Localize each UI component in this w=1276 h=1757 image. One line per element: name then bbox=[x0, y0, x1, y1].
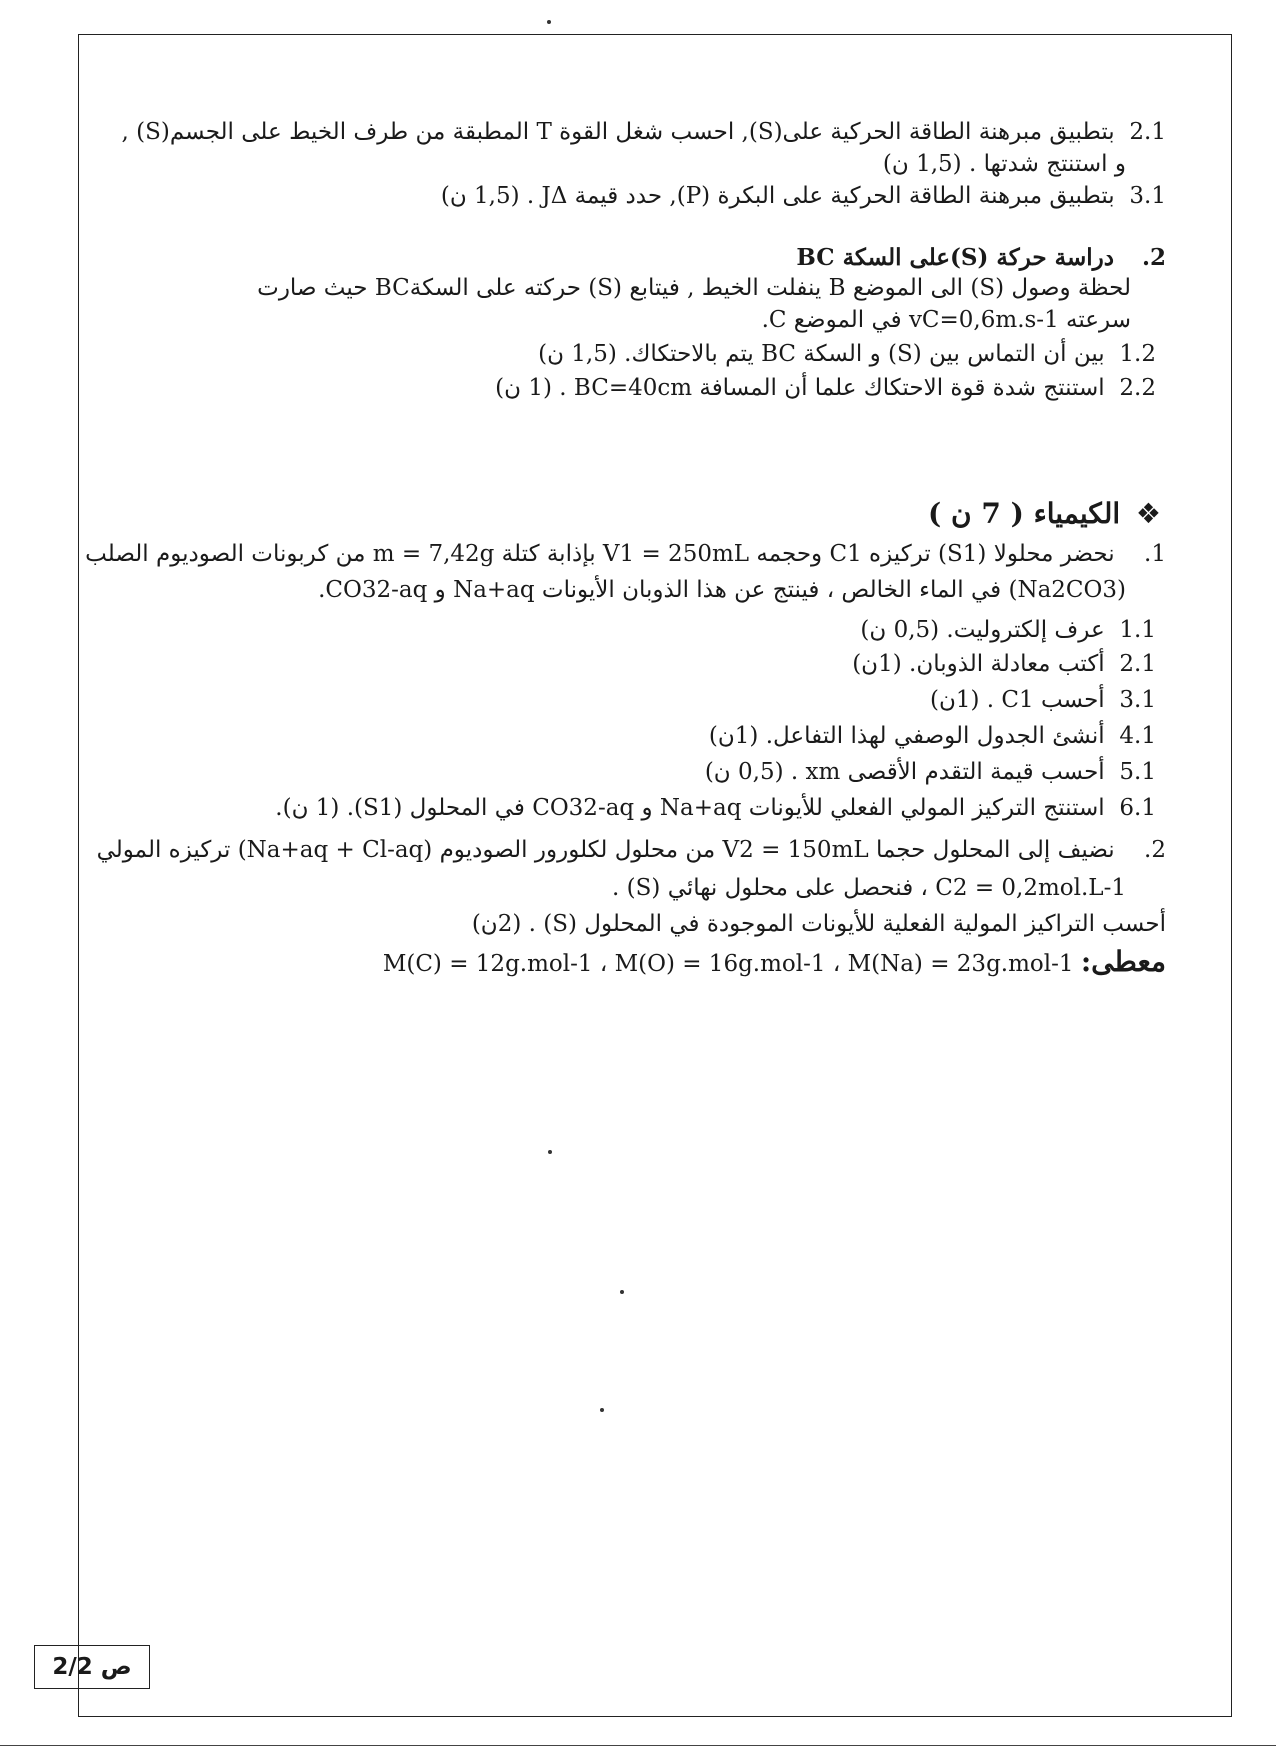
question-text: أحسب C1 . (1ن) bbox=[930, 687, 1105, 713]
question-text: أحسب قيمة التقدم الأقصى xm . (0,5 ن) bbox=[704, 759, 1105, 785]
chemistry-heading-text: الكيمياء ( 7 ن ) bbox=[928, 497, 1121, 530]
question-text: أكتب معادلة الذوبان. (1ن) bbox=[852, 651, 1105, 677]
chem-subquestion-3-1 bbox=[930, 684, 1156, 716]
question-text: (Na2CO3) في الماء الخالص ، فينتج عن هذا الذوبان الأيونات Na+aq و CO32-aq. bbox=[318, 577, 1126, 603]
question-text: أنشئ الجدول الوصفي لهذا التفاعل. (1ن) bbox=[708, 723, 1105, 749]
chem-subquestion-5-1 bbox=[705, 756, 1156, 788]
question-text: و استنتج شدتها . (1,5 ن) bbox=[882, 151, 1126, 177]
part-number: 2. bbox=[1141, 244, 1166, 271]
scan-speck bbox=[548, 1150, 552, 1154]
part-title-text: دراسة حركة (S)على السكة BC bbox=[796, 244, 1114, 271]
question-text: بتطبيق مبرهنة الطاقة الحركية على البكرة (P), حدد قيمة JΔ . (1,5 ن) bbox=[440, 183, 1115, 209]
question-number: 1.1 bbox=[1119, 617, 1156, 643]
part2-intro-line-1 bbox=[257, 272, 1131, 304]
question-number: 1.2 bbox=[1119, 341, 1156, 367]
physics-question-2-1-cont bbox=[883, 148, 1126, 180]
scan-speck bbox=[547, 20, 551, 24]
question-number: 6.1 bbox=[1119, 795, 1156, 821]
diamond-bullet-icon: ❖ bbox=[1135, 497, 1161, 530]
question-text: استنتج التركيز المولي الفعلي للأيونات Na+aq و CO32-aq في المحلول (S1). (1 ن). bbox=[275, 795, 1105, 821]
question-number: 5.1 bbox=[1119, 759, 1156, 785]
question-text: نضيف إلى المحلول حجما V2 = 150mL من محلول لكلورور الصوديوم (Na+aq + Cl-aq) تركيزه المولي bbox=[96, 837, 1115, 863]
page-number-box bbox=[34, 1645, 150, 1689]
chem-subquestion-6-1 bbox=[275, 792, 1156, 824]
physics-question-2-2 bbox=[495, 372, 1156, 404]
question-text: استنتج شدة قوة الاحتكاك علما أن المسافة BC=40cm . (1 ن) bbox=[495, 375, 1105, 401]
question-number: 2. bbox=[1144, 837, 1166, 863]
question-text: عرف إلكتروليت. (0,5 ن) bbox=[860, 617, 1105, 643]
intro-text: سرعته vC=0,6m.s-1 في الموضع C. bbox=[761, 307, 1131, 333]
question-text: بين أن التماس بين (S) و السكة BC يتم بالاحتكاك. (1,5 ن) bbox=[538, 341, 1105, 367]
question-text: أحسب التراكيز المولية الفعلية للأيونات الموجودة في المحلول (S) . (2ن) bbox=[471, 911, 1166, 937]
question-number: 1. bbox=[1144, 541, 1166, 567]
physics-question-2-1 bbox=[122, 116, 1166, 148]
chem-subquestion-4-1 bbox=[709, 720, 1156, 752]
part2-title bbox=[796, 242, 1166, 274]
intro-text: لحظة وصول (S) الى الموضع B ينفلت الخيط , فيتابع (S) حركته على السكةBC حيث صارت bbox=[257, 275, 1131, 301]
chemistry-heading bbox=[928, 498, 1161, 530]
given-label: معطى: bbox=[1080, 945, 1166, 978]
chem-q1-line-1 bbox=[85, 538, 1166, 570]
physics-question-3-1 bbox=[441, 180, 1166, 212]
given-data bbox=[383, 946, 1166, 980]
page-number: ص 2/2 bbox=[52, 1654, 132, 1680]
chem-q1-line-2 bbox=[318, 574, 1126, 606]
question-number: 2.2 bbox=[1119, 375, 1156, 401]
question-number: 3.1 bbox=[1119, 687, 1156, 713]
chem-subquestion-1-1 bbox=[860, 614, 1156, 646]
chem-q2-line-3 bbox=[472, 908, 1166, 940]
physics-question-1-2 bbox=[538, 338, 1156, 370]
question-text: بتطبيق مبرهنة الطاقة الحركية على(S), احسب شغل القوة T المطبقة من طرف الخيط على الجسم(S) , bbox=[121, 119, 1115, 145]
question-number: 3.1 bbox=[1129, 183, 1166, 209]
question-number: 2.1 bbox=[1129, 119, 1166, 145]
question-text: C2 = 0,2mol.L-1 ، فنحصل على محلول نهائي (S) . bbox=[612, 875, 1126, 901]
scan-speck bbox=[620, 1290, 624, 1294]
bottom-rule bbox=[0, 1745, 1276, 1746]
question-number: 4.1 bbox=[1119, 723, 1156, 749]
chem-subquestion-2-1 bbox=[852, 648, 1156, 680]
question-text: نحضر محلولا (S1) تركيزه C1 وحجمه V1 = 250mL بإذابة كتلة m = 7,42g من كربونات الصوديوم الصلب bbox=[85, 541, 1115, 567]
chem-q2-line-1 bbox=[97, 834, 1166, 866]
chem-q2-line-2 bbox=[612, 872, 1126, 904]
part2-intro-line-2 bbox=[762, 304, 1131, 336]
question-number: 2.1 bbox=[1119, 651, 1156, 677]
scan-speck bbox=[600, 1408, 604, 1412]
given-text: M(C) = 12g.mol-1 ، M(O) = 16g.mol-1 ، M(Na) = 23g.mol-1 bbox=[382, 951, 1074, 977]
